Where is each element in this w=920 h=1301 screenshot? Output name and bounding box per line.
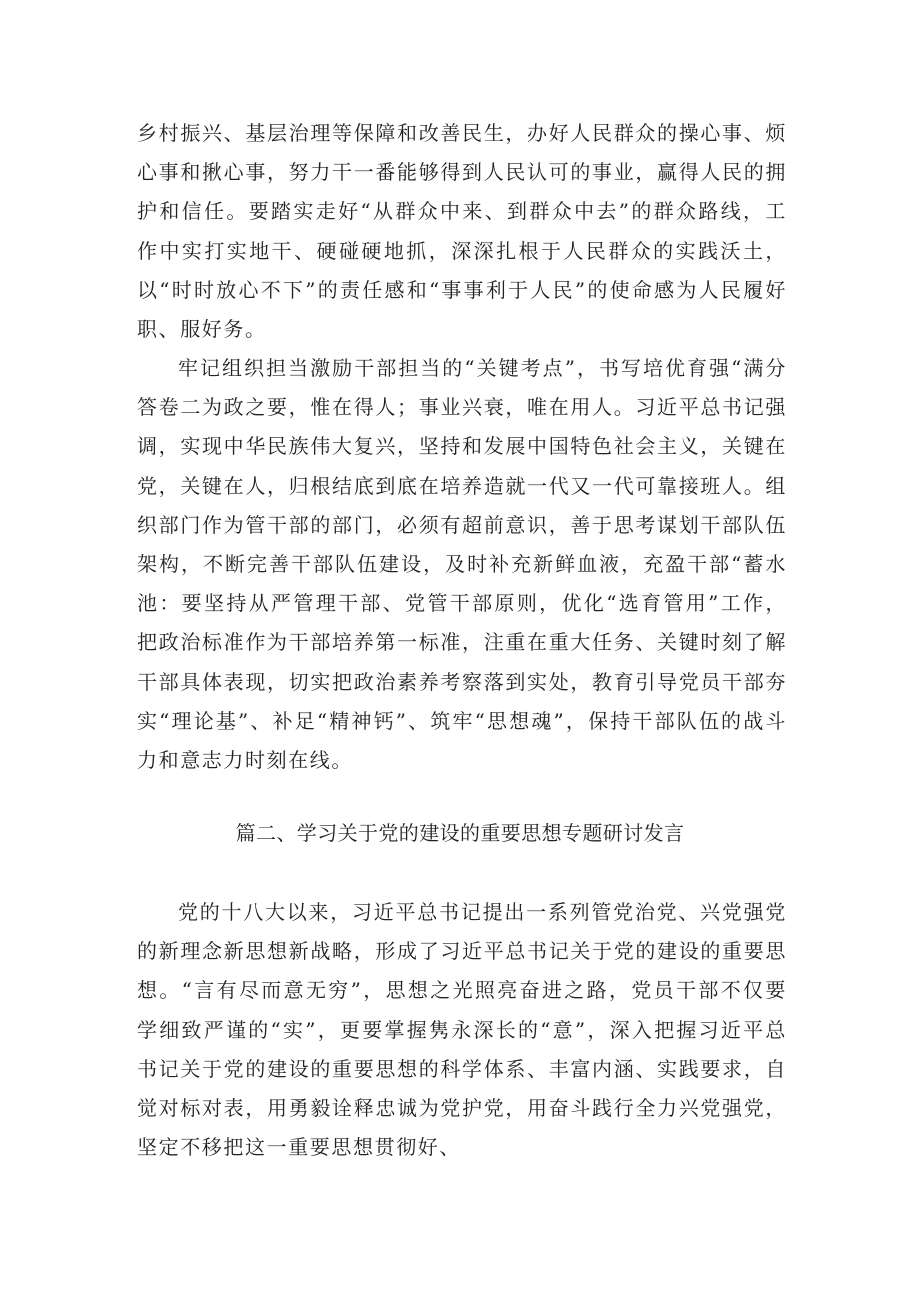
- section-body-paragraph: 党的十八大以来，习近平总书记提出一系列管党治党、兴党强党的新理念新思想新战略，形成了习近平总书记关于党的建设的重要思想。“言有尽而意无穷”，思想之光照亮奋进之路，党员干部不仅要学细致严谨的“实”，更要掌握隽永深长的“意”，深入把握习近平总书记关于党的建设的重要思想的科学体系、丰富内涵、实践要求，自觉对标对表，用勇毅诠释忠诚为党护党，用奋斗践行全力兴党强党，坚定不移把这一重要思想贯彻好、: [137, 900, 787, 1160]
- body-paragraph: 牢记组织担当激励干部担当的“关键考点”，书写培优育强“满分答卷二为政之要，惟在得人；事业兴衰，唯在用人。习近平总书记强调，实现中华民族伟大复兴，坚持和发展中国特色社会主义，关键在党，关键在人，归根结底到底在培养造就一代又一代可靠接班人。组织部门作为管干部的部门，必须有超前意识，善于思考谋划干部队伍架构，不断完善干部队伍建设，及时补充新鲜血液，充盈干部“蓄水池：要坚持从严管理干部、党管干部原则，优化“选育管用”工作，把政治标准作为干部培养第一标准，注重在重大任务、关键时刻了解干部具体表现，切实把政治素养考察落到实处，教育引导党员干部夯实“理论基”、补足“精神钙”、筑牢“思想魂”，保持干部队伍的战斗力和意志力时刻在线。: [137, 356, 787, 773]
- section-heading: 篇二、学习关于党的建设的重要思想专题研讨发言: [235, 821, 685, 845]
- body-paragraph-continued: 乡村振兴、基层治理等保障和改善民生，办好人民群众的操心事、烦心事和揪心事，努力干一番能够得到人民认可的事业，赢得人民的拥护和信任。要踏实走好“从群众中来、到群众中去”的群众路线，工作中实打实地干、硬碰硬地抓，深深扎根于人民群众的实践沃土，以“时时放心不下”的责任感和“事事利于人民”的使命感为人民履好职、服好务。: [137, 121, 787, 342]
